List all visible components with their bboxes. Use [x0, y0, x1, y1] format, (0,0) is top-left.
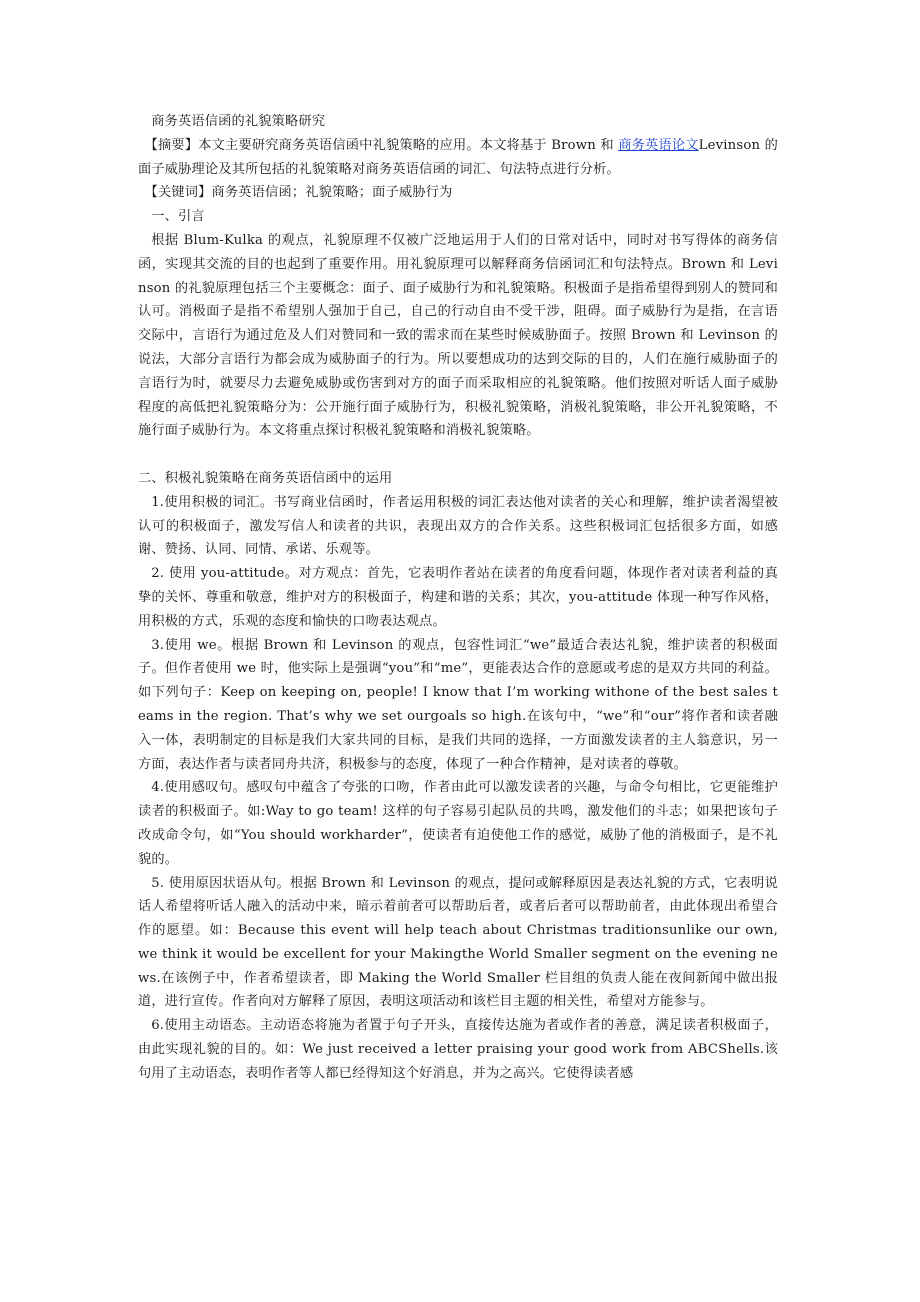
business-english-paper-link[interactable]: 商务英语论文: [618, 137, 699, 153]
list-item-active-voice: 6.使用主动语态。主动语态将施为者置于句子开头，直接传达施为者或作者的善意，满足读者积极面子，由此实现礼貌的目的。如：We just received a letter praising your good work from ABCShells.该句用了主动语态，表明作者等人都已经得知这个好消息，并为之高兴。它使得读者感: [138, 1018, 778, 1081]
document-page: [138, 110, 778, 1086]
list-item-use-we: 3.使用 we。根据 Brown 和 Levinson 的观点，包容性词汇“we”最适合表达礼貌，维护读者的积极面子。但作者使用 we 时，他实际上是强调“you”和“me”，更能表达合作的意愿或考虑的是双方共同的利益。如下列句子：Keep on keeping on, people! I know that I’m working withone of the best sales teams in the region. That’s why we set ourgoals so high.在该句中，“we”和“our”将作者和读者融入一体，表明制定的目标是我们大家共同的目标，是我们共同的选择，一方面激发读者的主人翁意识，另一方面，表达作者与读者同舟共济，积极参与的态度，体现了一种合作精神，是对读者的尊敬。: [138, 637, 778, 772]
section-heading-introduction: 一、引言: [151, 209, 205, 225]
section-heading-positive-politeness: 二、积极礼貌策略在商务英语信函中的运用: [138, 470, 393, 486]
abstract: [138, 134, 778, 182]
keywords-text: 商务英语信函；礼貌策略；面子威胁行为: [211, 185, 453, 201]
list-item-you-attitude: 2. 使用 you-attitude。对方观点：首先，它表明作者站在读者的角度看问题，体现作者对读者利益的真挚的关怀、尊重和敬意，维护对方的积极面子，构建和谐的关系；其次，you-attitude 体现一种写作风格，用积极的方式，乐观的态度和愉快的口吻表达观点。: [138, 566, 778, 629]
list-item-positive-words: 1.使用积极的词汇。书写商业信函时，作者运用积极的词汇表达他对读者的关心和理解，维护读者渴望被认可的积极面子，激发写信人和读者的共识，表现出双方的合作关系。这些积极词汇包括很多方面，如感谢、赞扬、认同、同情、承诺、乐观等。: [138, 494, 778, 558]
blank-line: [138, 443, 778, 467]
abstract-label: 【摘要】: [144, 137, 199, 153]
keywords-label: 【关键词】: [144, 185, 212, 201]
abstract-text: 本文主要研究商务英语信函中礼貌策略的应用。本文将基于 Brown 和: [198, 137, 619, 153]
keywords: [138, 181, 778, 205]
abstract-text-continued: Levinson 的面子威胁理论及其所包括的礼貌策略对商务英语信函的词汇、句法特点进行分析。: [138, 137, 778, 177]
list-item-reason-clause: 5. 使用原因状语从句。根据 Brown 和 Levinson 的观点，提问或解释原因是表达礼貌的方式，它表明说话人希望将听话人融入的活动中来，暗示着前者可以帮助后者，或者后者可以帮助前者，由此体现出希望合作的愿望。如：Because this event will help teach about Christmas traditionsunlike our own, we think it would be excellent for your Makingthe World Smaller segment on the evening news.在该例子中，作者希望读者，即 Making the World Smaller 栏目组的负责人能在夜间新闻中做出报道，进行宣传。作者向对方解释了原因，表明这项活动和该栏目主题的相关性，希望对方能参与。: [138, 875, 778, 1010]
document-title: 商务英语信函的礼貌策略研究: [151, 114, 326, 129]
list-item-exclamation: 4.使用感叹句。感叹句中蕴含了夸张的口吻，作者由此可以激发读者的兴趣，与命令句相比，它更能维护读者的积极面子。如:Way to go team! 这样的句子容易引起队员的共鸣，激发他们的斗志；如果把该句子改成命令句，如“You should workharder”，使读者有迫使他工作的感觉，威胁了他的消极面子，是不礼貌的。: [138, 780, 778, 867]
introduction-paragraph: 根据 Blum-Kulka 的观点，礼貌原理不仅被广泛地运用于人们的日常对话中，同时对书写得体的商务信函，实现其交流的目的也起到了重要作用。用礼貌原理可以解释商务信函词汇和句法特点。Brown 和 Levinson 的礼貌原理包括三个主要概念：面子、面子威胁行为和礼貌策略。积极面子是指希望得到别人的赞同和认可。消极面子是指不希望别人强加于自己，自己的行动自由不受干涉，阻碍。面子威胁行为是指，在言语交际中，言语行为通过危及人们对赞同和一致的需求而在某些时候威胁面子。按照 Brown 和 Levinson 的说法，大部分言语行为都会成为威胁面子的行为。所以要想成功的达到交际的目的，人们在施行威胁面子的言语行为时，就要尽力去避免威胁或伤害到对方的面子而采取相应的礼貌策略。他们按照对听话人面子威胁程度的高低把礼貌策略分为：公开施行面子威胁行为，积极礼貌策略，消极礼貌策略，非公开礼貌策略，不施行面子威胁行为。本文将重点探讨积极礼貌策略和消极礼貌策略。: [138, 232, 778, 439]
